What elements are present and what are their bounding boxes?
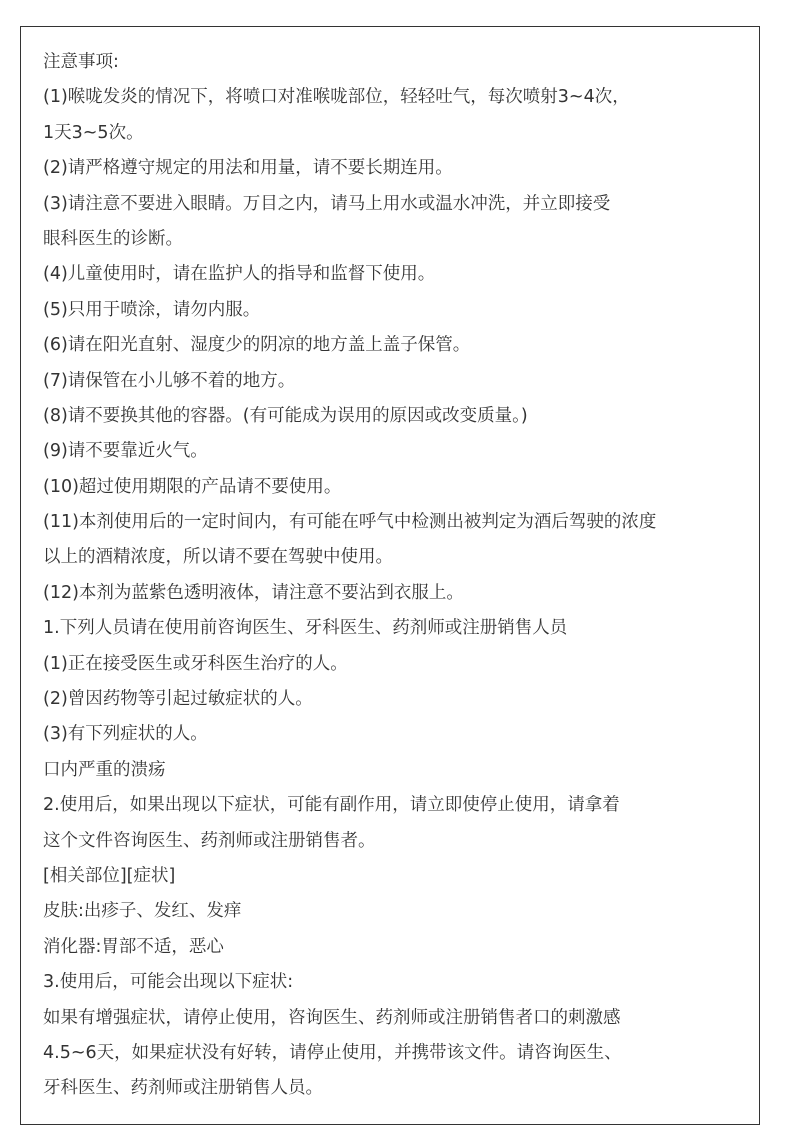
text-line: 1天3~5次。 bbox=[43, 122, 144, 143]
notice-frame bbox=[20, 26, 760, 1125]
text-line: (8)请不要换其他的容器。(有可能成为误用的原因或改变质量。) bbox=[43, 405, 528, 426]
text-line: (10)超过使用期限的产品请不要使用。 bbox=[43, 476, 342, 497]
text-line: 4.5~6天，如果症状没有好转，请停止使用，并携带该文件。请咨询医生、 bbox=[43, 1042, 622, 1063]
text-line: 如果有增强症状，请停止使用，咨询医生、药剂师或注册销售者口的刺激感 bbox=[43, 1007, 621, 1028]
text-line: (12)本剂为蓝紫色透明液体，请注意不要沾到衣服上。 bbox=[43, 582, 464, 603]
notice-heading: 注意事项: bbox=[43, 52, 119, 72]
section-heading: 1.下列人员请在使用前咨询医生、牙科医生、药剂师或注册销售人员 bbox=[43, 618, 568, 639]
text-line: 皮肤:出疹子、发红、发痒 bbox=[43, 901, 242, 922]
text-line: (2)曾因药物等引起过敏症状的人。 bbox=[43, 689, 313, 710]
text-line: [相关部位][症状] bbox=[43, 865, 176, 886]
notice-text-block bbox=[43, 45, 755, 1107]
text-line: 消化器:胃部不适，恶心 bbox=[43, 936, 224, 957]
text-line: (1)正在接受医生或牙科医生治疗的人。 bbox=[43, 653, 348, 674]
text-line: (3)请注意不要进入眼睛。万目之内，请马上用水或温水冲洗，并立即接受 bbox=[43, 193, 611, 214]
text-line: (11)本剂使用后的一定时间内，有可能在呼气中检测出被判定为酒后驾驶的浓度 bbox=[43, 512, 657, 533]
text-line: 口内严重的溃疡 bbox=[43, 759, 166, 780]
text-line: (5)只用于喷涂，请勿内服。 bbox=[43, 299, 261, 320]
text-line: 以上的酒精浓度，所以请不要在驾驶中使用。 bbox=[43, 547, 393, 568]
text-line: (2)请严格遵守规定的用法和用量，请不要长期连用。 bbox=[43, 158, 453, 179]
text-line: 这个文件咨询医生、药剂师或注册销售者。 bbox=[43, 830, 376, 851]
text-line: 眼科医生的诊断。 bbox=[43, 228, 183, 249]
text-line: 牙科医生、药剂师或注册销售人员。 bbox=[43, 1078, 323, 1099]
text-line: (6)请在阳光直射、湿度少的阴凉的地方盖上盖子保管。 bbox=[43, 335, 471, 356]
text-line: (3)有下列症状的人。 bbox=[43, 724, 208, 745]
section-heading: 3.使用后，可能会出现以下症状: bbox=[43, 972, 294, 993]
text-line: (1)喉咙发炎的情况下，将喷口对准喉咙部位，轻轻吐气，每次喷射3~4次， bbox=[43, 87, 630, 108]
text-line: (7)请保管在小儿够不着的地方。 bbox=[43, 370, 296, 391]
text-line: (4)儿童使用时，请在监护人的指导和监督下使用。 bbox=[43, 264, 436, 285]
section-heading: 2.使用后，如果出现以下症状，可能有副作用，请立即使停止使用，请拿着 bbox=[43, 795, 620, 816]
text-line: (9)请不要靠近火气。 bbox=[43, 441, 208, 462]
